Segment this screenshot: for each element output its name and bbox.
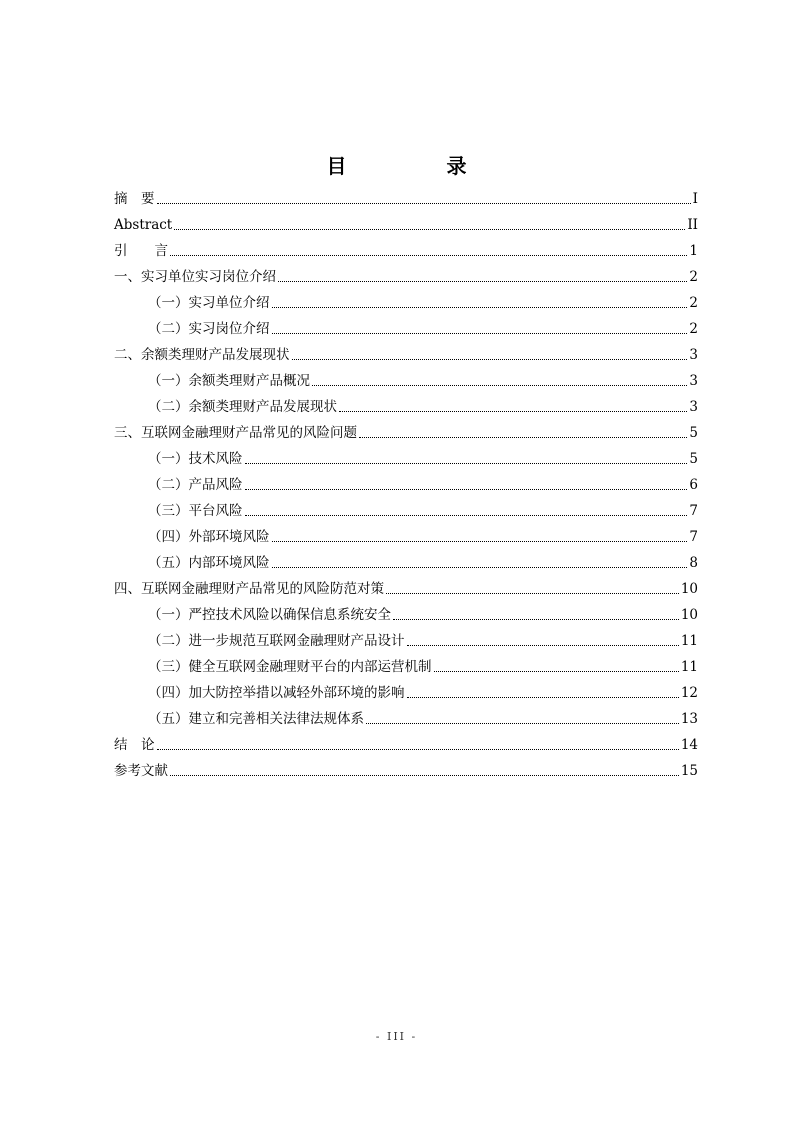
toc-entry-label: （二）产品风险 <box>148 477 243 493</box>
dot-leader <box>339 411 687 412</box>
toc-entry[interactable] <box>114 728 698 754</box>
toc-subentry[interactable] <box>114 286 698 312</box>
toc-entry-page: 3 <box>689 347 698 363</box>
toc-entry-page: 11 <box>680 659 698 675</box>
toc-entry-page: 3 <box>689 373 698 389</box>
dot-leader <box>272 333 688 334</box>
dot-leader <box>359 437 687 438</box>
toc-entry-label: （五）建立和完善相关法律法规体系 <box>148 711 364 727</box>
toc-entry-label: （一）实习单位介绍 <box>148 295 270 311</box>
dot-leader <box>434 671 679 672</box>
dot-leader <box>157 749 679 750</box>
toc-subentry[interactable] <box>114 598 698 624</box>
dot-leader <box>170 255 687 256</box>
table-of-contents <box>114 182 698 780</box>
toc-subentry[interactable] <box>114 468 698 494</box>
toc-entry-label: 二、余额类理财产品发展现状 <box>114 347 290 363</box>
page-number: - III - <box>375 1030 418 1043</box>
dot-leader <box>245 489 688 490</box>
dot-leader <box>278 281 687 282</box>
toc-subentry[interactable] <box>114 312 698 338</box>
toc-entry-page: 3 <box>689 399 698 415</box>
toc-entry[interactable] <box>114 754 698 780</box>
toc-entry-label: 参考文献 <box>114 763 168 779</box>
toc-entry[interactable] <box>114 416 698 442</box>
dot-leader <box>272 567 688 568</box>
toc-subentry[interactable] <box>114 442 698 468</box>
dot-leader <box>272 307 688 308</box>
toc-entry-page: 15 <box>680 763 698 779</box>
toc-entry-page: 12 <box>680 685 698 701</box>
toc-subentry[interactable] <box>114 702 698 728</box>
toc-entry-label: （三）平台风险 <box>148 503 243 519</box>
toc-entry[interactable] <box>114 338 698 364</box>
dot-leader <box>393 619 679 620</box>
toc-entry-page: II <box>687 217 698 233</box>
toc-entry-label: （二）进一步规范互联网金融理财产品设计 <box>148 633 405 649</box>
toc-subentry[interactable] <box>114 650 698 676</box>
dot-leader <box>157 203 691 204</box>
dot-leader <box>272 541 688 542</box>
toc-entry-page: 6 <box>689 477 698 493</box>
toc-entry[interactable] <box>114 572 698 598</box>
toc-entry-page: 10 <box>680 607 698 623</box>
page-title: 目 录 <box>326 154 507 178</box>
dot-leader <box>292 359 688 360</box>
toc-entry[interactable] <box>114 234 698 260</box>
toc-entry-page: 14 <box>680 737 698 753</box>
toc-subentry[interactable] <box>114 546 698 572</box>
toc-subentry[interactable] <box>114 390 698 416</box>
toc-entry-label: （一）严控技术风险以确保信息系统安全 <box>148 607 391 623</box>
toc-entry-label: 结 论 <box>114 737 155 753</box>
toc-entry-page: 2 <box>689 269 698 285</box>
toc-entry-page: 2 <box>689 321 698 337</box>
toc-entry[interactable] <box>114 182 698 208</box>
toc-entry-label: （四）外部环境风险 <box>148 529 270 545</box>
toc-entry-label: （四）加大防控举措以减轻外部环境的影响 <box>148 685 405 701</box>
dot-leader <box>366 723 679 724</box>
toc-entry-label: （二）余额类理财产品发展现状 <box>148 399 337 415</box>
toc-entry-label: （一）余额类理财产品概况 <box>148 373 310 389</box>
dot-leader <box>407 697 679 698</box>
toc-entry-label: 一、实习单位实习岗位介绍 <box>114 269 276 285</box>
toc-entry-page: 11 <box>680 633 698 649</box>
dot-leader <box>245 515 688 516</box>
toc-entry-page: 5 <box>689 425 698 441</box>
dot-leader <box>407 645 679 646</box>
toc-entry-page: 10 <box>680 581 698 597</box>
toc-entry[interactable] <box>114 260 698 286</box>
toc-entry-page: 1 <box>689 243 698 259</box>
toc-subentry[interactable] <box>114 520 698 546</box>
toc-entry-label: 三、互联网金融理财产品常见的风险问题 <box>114 425 357 441</box>
toc-entry-label: （三）健全互联网金融理财平台的内部运营机制 <box>148 659 432 675</box>
dot-leader <box>386 593 679 594</box>
toc-entry-label: 引 言 <box>114 243 168 259</box>
toc-entry-page: 2 <box>689 295 698 311</box>
dot-leader <box>174 229 685 230</box>
toc-entry-label: Abstract <box>114 217 173 233</box>
dot-leader <box>245 463 688 464</box>
toc-entry-page: I <box>692 191 698 207</box>
toc-entry-label: （一）技术风险 <box>148 451 243 467</box>
toc-subentry[interactable] <box>114 494 698 520</box>
toc-subentry[interactable] <box>114 624 698 650</box>
toc-entry-page: 5 <box>689 451 698 467</box>
toc-entry-label: 摘 要 <box>114 191 155 207</box>
toc-entry[interactable] <box>114 208 698 234</box>
dot-leader <box>312 385 687 386</box>
toc-entry-page: 13 <box>680 711 698 727</box>
toc-entry-label: （二）实习岗位介绍 <box>148 321 270 337</box>
toc-entry-page: 8 <box>689 555 698 571</box>
dot-leader <box>170 775 679 776</box>
toc-entry-label: （五）内部环境风险 <box>148 555 270 571</box>
toc-entry-page: 7 <box>689 529 698 545</box>
toc-entry-page: 7 <box>689 503 698 519</box>
toc-subentry[interactable] <box>114 364 698 390</box>
toc-subentry[interactable] <box>114 676 698 702</box>
toc-entry-label: 四、互联网金融理财产品常见的风险防范对策 <box>114 581 384 597</box>
